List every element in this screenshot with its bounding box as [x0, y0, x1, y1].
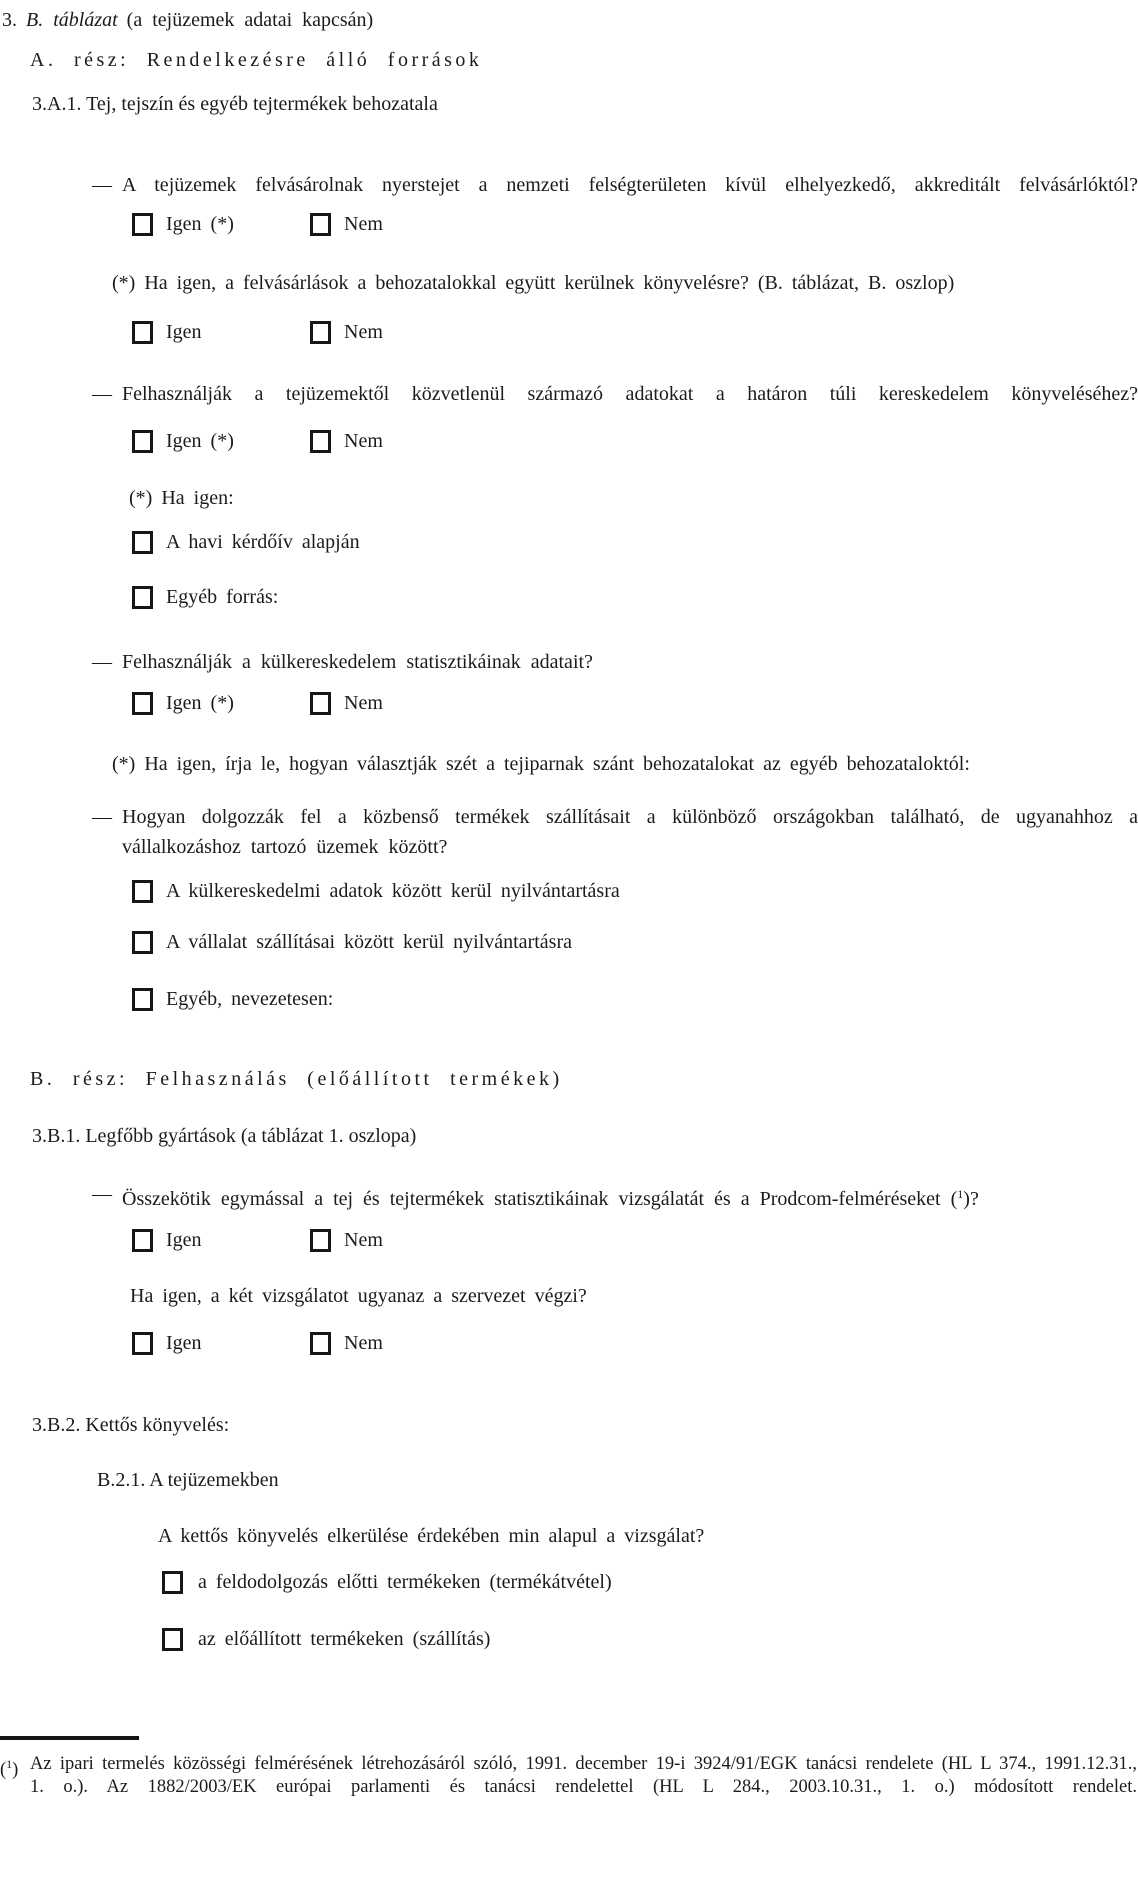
q3-no-checkbox[interactable] — [310, 692, 331, 715]
question-2-text: Felhasználják a tejüzemektől közvetlenül származó adatokat a határon túli kereskedelem könyveléséhez? — [122, 383, 1138, 405]
q5-yes-option — [132, 1229, 202, 1252]
section-3b2-heading: 3.B.2. Kettős könyvelés: — [32, 1414, 230, 1436]
section-b21-heading: B.2.1. A tejüzemekben — [97, 1469, 279, 1491]
q1-note-answer-row — [132, 321, 383, 345]
footnote — [0, 1753, 1137, 1798]
part-b-heading: B. rész: Felhasználás (előállított termékek) — [30, 1068, 563, 1090]
q1-no-checkbox[interactable] — [310, 213, 331, 236]
q1-note-yes-label: Igen — [166, 321, 202, 343]
q3-no-label: Nem — [344, 692, 383, 714]
question-5-tail: )? — [963, 1188, 979, 1210]
question-2 — [92, 379, 1138, 409]
q1-no-option — [310, 213, 383, 236]
dash-bullet: — — [92, 174, 112, 196]
q3-yes-checkbox[interactable] — [132, 692, 153, 715]
q5-followup-no-label: Nem — [344, 1332, 383, 1354]
q6-option-0-checkbox[interactable] — [162, 1571, 183, 1594]
part-a-heading: A. rész: Rendelkezésre álló források — [30, 49, 483, 71]
question-4-text: Hogyan dolgozzák fel a közbenső termékek szállításait a különböző országokban található, de ugyanahhoz a vállalkozáshoz tartozó üzemek között? — [122, 806, 1138, 858]
footnote-marker-number: 1 — [6, 1757, 13, 1771]
question-4 — [92, 802, 1138, 862]
q1-yes-option — [132, 213, 234, 236]
q2-option-0 — [132, 531, 360, 554]
q2-answer-row — [132, 430, 383, 454]
q2-option-0-label: A havi kérdőív alapján — [166, 531, 360, 553]
q3-yes-option — [132, 692, 234, 715]
q4-option-1-label: A vállalat szállításai között kerül nyilvántartásra — [166, 931, 572, 953]
footnote-divider — [0, 1736, 139, 1740]
q1-yes-checkbox[interactable] — [132, 213, 153, 236]
q4-option-0 — [132, 880, 620, 903]
q5-followup-no-checkbox[interactable] — [310, 1332, 331, 1355]
q5-followup-yes-checkbox[interactable] — [132, 1332, 153, 1355]
dash-bullet: — — [92, 651, 112, 673]
q5-yes-checkbox[interactable] — [132, 1229, 153, 1252]
title-table-ref: B. táblázat — [26, 9, 118, 31]
question-1-text: A tejüzemek felvásárolnak nyerstejet a nemzeti felségterületen kívül elhelyezkedő, akkreditált felvásárlóktól? — [122, 174, 1138, 196]
q5-no-label: Nem — [344, 1229, 383, 1251]
q4-option-1-checkbox[interactable] — [132, 931, 153, 954]
footnote-marker-close: ) — [12, 1760, 19, 1780]
q4-option-0-checkbox[interactable] — [132, 880, 153, 903]
q4-option-2 — [132, 988, 333, 1011]
dash-bullet: — — [92, 383, 112, 405]
q2-yes-option — [132, 430, 234, 453]
q5-followup-answer-row — [132, 1332, 383, 1356]
q3-note: (*) Ha igen, írja le, hogyan választják szét a tejiparnak szánt behozatalokat az egyéb behozataloktól: — [112, 753, 970, 775]
q6-option-0-label: a feldodolgozás előtti termékeken (termékátvétel) — [198, 1571, 612, 1593]
q4-option-0-label: A külkereskedelmi adatok között kerül nyilvántartásra — [166, 880, 620, 902]
section-3a1-heading: 3.A.1. Tej, tejszín és egyéb tejtermékek behozatala — [32, 93, 438, 115]
q2-yes-label: Igen (*) — [166, 430, 234, 452]
question-3 — [92, 647, 1138, 677]
q5-followup: Ha igen, a két vizsgálatot ugyanaz a szervezet végzi? — [130, 1285, 587, 1307]
q1-yes-label: Igen (*) — [166, 213, 234, 235]
q1-note: (*) Ha igen, a felvásárlások a behozatalokkal együtt kerülnek könyvelésre? (B. táblázat, B. oszlop) — [112, 272, 955, 294]
dash-bullet: — — [92, 806, 112, 828]
title-number: 3. — [2, 9, 17, 31]
question-6: A kettős könyvelés elkerülése érdekében min alapul a vizsgálat? — [158, 1525, 705, 1547]
q2-no-option — [310, 430, 383, 453]
q1-note-no-label: Nem — [344, 321, 383, 343]
q3-no-option — [310, 692, 383, 715]
q2-option-1-label: Egyéb forrás: — [166, 586, 279, 608]
q5-no-checkbox[interactable] — [310, 1229, 331, 1252]
q4-option-2-label: Egyéb, nevezetesen: — [166, 988, 334, 1010]
section-3b1-heading: 3.B.1. Legfőbb gyártások (a táblázat 1. oszlopa) — [32, 1125, 417, 1147]
document-title — [2, 5, 373, 35]
q1-note-no-option — [310, 321, 383, 344]
title-rest: (a tejüzemek adatai kapcsán) — [126, 9, 374, 31]
q2-option-0-checkbox[interactable] — [132, 531, 153, 554]
dash-bullet: — — [92, 1183, 112, 1205]
q2-yes-checkbox[interactable] — [132, 430, 153, 453]
q1-note-yes-checkbox[interactable] — [132, 321, 153, 344]
q5-no-option — [310, 1229, 383, 1252]
q3-answer-row — [132, 692, 383, 716]
q2-option-1-checkbox[interactable] — [132, 586, 153, 609]
q2-no-label: Nem — [344, 430, 383, 452]
question-3-text: Felhasználják a külkereskedelem statisztikáinak adatait? — [122, 651, 593, 673]
footnote-text: Az ipari termelés közösségi felmérésének létrehozásáról szóló, 1991. december 19-i 3924/91/EGK tanácsi rendelete (HL L 374., 1991.12.31., 1. o.). Az 1882/2003/EK európai parlamenti és tanácsi rendelettel (HL L 284., 2003.10.31., 1. o.) módosított rendelet. — [30, 1754, 1137, 1797]
q2-option-1 — [132, 586, 278, 609]
q6-option-1 — [162, 1628, 490, 1651]
question-5-footnote-ref: 1 — [957, 1187, 964, 1201]
footnote-marker — [0, 1753, 18, 1782]
q6-option-1-checkbox[interactable] — [162, 1628, 183, 1651]
question-5-text: Összekötik egymással a tej és tejtermékek statisztikáinak vizsgálatát és a Prodcom-felméréseket ( — [122, 1188, 958, 1210]
q1-no-label: Nem — [344, 213, 383, 235]
q2-note: (*) Ha igen: — [129, 487, 234, 509]
q4-option-2-checkbox[interactable] — [132, 988, 153, 1011]
q5-followup-yes-option — [132, 1332, 202, 1355]
q6-option-0 — [162, 1571, 612, 1594]
footnote-marker-open: ( — [0, 1760, 7, 1780]
question-1 — [92, 170, 1138, 200]
q6-option-1-label: az előállított termékeken (szállítás) — [198, 1628, 491, 1650]
q5-followup-yes-label: Igen — [166, 1332, 202, 1354]
question-5 — [92, 1179, 1138, 1214]
q1-note-no-checkbox[interactable] — [310, 321, 331, 344]
q5-yes-label: Igen — [166, 1229, 202, 1251]
q3-yes-label: Igen (*) — [166, 692, 234, 714]
q2-no-checkbox[interactable] — [310, 430, 331, 453]
q4-option-1 — [132, 931, 572, 954]
q5-followup-no-option — [310, 1332, 383, 1355]
q5-answer-row — [132, 1229, 383, 1253]
q1-answer-row — [132, 213, 383, 237]
q1-note-yes-option — [132, 321, 202, 344]
